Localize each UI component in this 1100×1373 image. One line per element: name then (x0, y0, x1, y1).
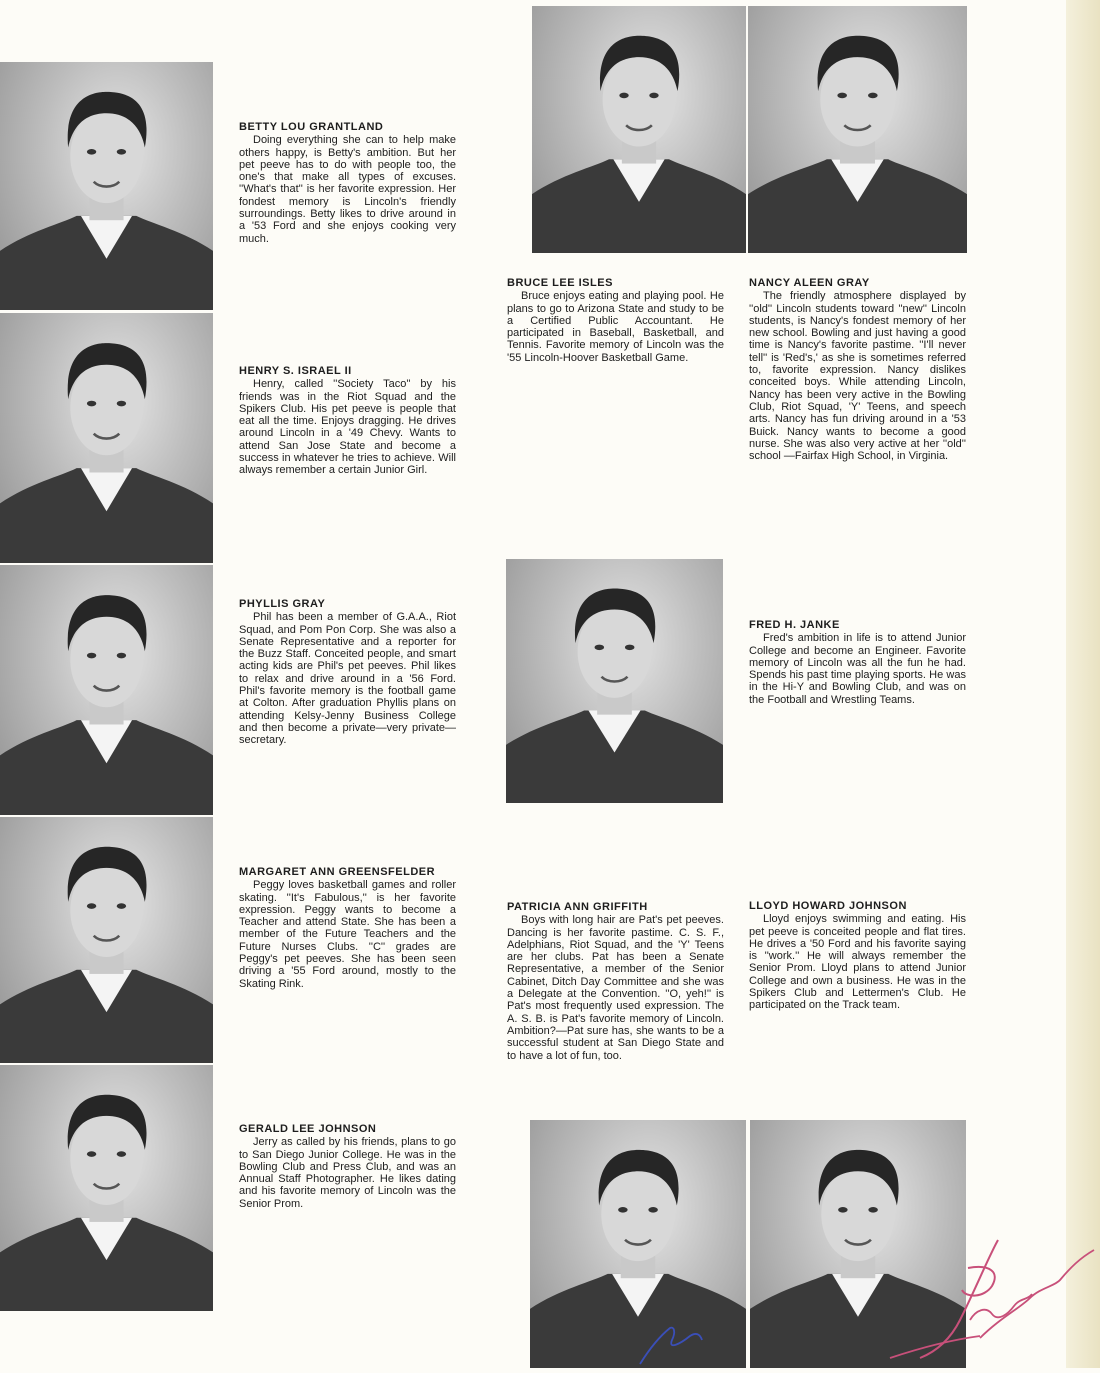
photo-fred-janke (506, 559, 723, 803)
photo-henry-israel (0, 313, 213, 563)
portrait-figure-icon (748, 6, 967, 253)
photo-bruce-isles (532, 6, 746, 253)
student-name: BETTY LOU GRANTLAND (239, 121, 384, 133)
student-name: BRUCE LEE ISLES (507, 277, 613, 289)
portrait-figure-icon (0, 565, 213, 815)
bio-henry-israel (239, 365, 456, 477)
bio-bruce-isles (507, 277, 724, 364)
student-bio: Jerry as called by his friends, plans to go to San Diego Junior College. He was in the Bowling Club and Press Club, and was an Annual Staff Photographer. He likes dating and his favorite memory of Lincoln was the Senior Prom. (239, 1136, 456, 1210)
portrait-figure-icon (0, 313, 213, 563)
photo-gerald-johnson (0, 1065, 213, 1311)
student-bio: Bruce enjoys eating and playing pool. He plans to go to Arizona State and study to be a Certified Public Accountant. He participated in Baseball, Basketball, and Tennis. Favorite memory of Lincoln was the '55 Lincoln-Hoover Basketball Game. (507, 290, 724, 364)
photo-nancy-gray (748, 6, 967, 253)
bio-gerald-johnson (239, 1123, 456, 1210)
student-name: LLOYD HOWARD JOHNSON (749, 900, 907, 912)
page-edge (1066, 0, 1100, 1368)
student-name: PHYLLIS GRAY (239, 598, 326, 610)
student-bio: Phil has been a member of G.A.A., Riot Squad, and Pom Pon Corp. She was also a Senate Representative and a reporter for the Buzz Staff. Conceited people, and smart acting kids are Phil's pet peeves. Phil likes to relax and drive around in a '56 Ford. Phil's favorite memory is the football game at Colton. After graduation Phyllis plans on attending Kelsy-Jenny Business College and then become a private—very private—secretary. (239, 611, 456, 747)
student-name: NANCY ALEEN GRAY (749, 277, 870, 289)
student-name: MARGARET ANN GREENSFELDER (239, 866, 436, 878)
portrait-figure-icon (532, 6, 746, 253)
bio-phyllis-gray (239, 598, 456, 747)
bio-margaret-greensfelder (239, 866, 456, 990)
student-bio: Boys with long hair are Pat's pet peeves. Dancing is her favorite pastime. C. S. F., Adelphians, Riot Squad, and the 'Y' Teens are her clubs. Pat has been a Senate Representative, a member of the Senior Cabinet, Ditch Day Committee and she was a Delegate at the Convention. ''O, yeh!'' is Pat's most frequently used expression. The A. S. B. is Pat's favorite memory of Lincoln. Ambition?—Pat sure has, she wants to be a successful student at San Diego State and to have a lot of fun, too. (507, 914, 724, 1062)
portrait-figure-icon (506, 559, 723, 803)
portrait-figure-icon (0, 817, 213, 1063)
photo-margaret-greensfelder (0, 817, 213, 1063)
student-name: FRED H. JANKE (749, 619, 840, 631)
photo-phyllis-gray (0, 565, 213, 815)
bio-lloyd-johnson (749, 900, 966, 1012)
student-bio: The friendly atmosphere displayed by ''old'' Lincoln students toward ''new'' Lincoln students, is Nancy's fondest memory of her new school. Bowling and just having a good time is Nancy's favorite pastime. ''I'll never tell'' is 'Red's,' as she is sometimes referred to, favorite expression. Nancy dislikes conceited boys. While attending Lincoln, Nancy has been very active in the Bowling Club, Riot Squad, 'Y' Teens, and speech arts. Nancy has fun driving around in a '53 Buick. Nancy wants to become a good nurse. She was also very active at her ''old'' school —Fairfax High School, in Virginia. (749, 290, 966, 463)
student-bio: Henry, called ''Society Taco'' by his friends was in the Riot Squad and the Spikers Club. His pet peeve is people that eat all the time. Enjoys dragging. He drives around Lincoln in a '49 Chevy. Wants to attend San Jose State and become a success in whatever he tries to achieve. Will always remember a certain Junior Girl. (239, 378, 456, 477)
student-name: GERALD LEE JOHNSON (239, 1123, 377, 1135)
bio-fred-janke (749, 619, 966, 706)
portrait-figure-icon (0, 1065, 213, 1311)
student-bio: Peggy loves basketball games and roller skating. ''It's Fabulous,'' is her favorite expression. Peggy wants to become a Teacher and attend State. She has been a member of the Future Teachers and the Future Nurses Clubs. ''C'' grades are Peggy's pet peeves. She has been seen driving a '55 Ford around, mostly to the Skating Rink. (239, 879, 456, 990)
handwritten-signature (880, 1228, 1100, 1368)
student-bio: Lloyd enjoys swimming and eating. His pet peeve is conceited people and flat tires. He drives a '50 Ford and his favorite saying is ''work.'' He will always remember the Senior Prom. Lloyd plans to attend Junior College and own a business. He was in the Spikers Club and Lettermen's Club. He participated on the Track team. (749, 913, 966, 1012)
blue-ink-mark (630, 1318, 720, 1368)
student-name: HENRY S. ISRAEL II (239, 365, 352, 377)
bio-betty-lou-grantland (239, 121, 456, 245)
student-name: PATRICIA ANN GRIFFITH (507, 901, 648, 913)
student-bio: Fred's ambition in life is to attend Junior College and become an Engineer. Favorite memory of Lincoln was all the fun he had. Spends his past time playing sports. He was in the Hi-Y and Bowling Club, and was on the Football and Wrestling Teams. (749, 632, 966, 706)
portrait-figure-icon (0, 62, 213, 310)
signature-ink-icon (880, 1228, 1100, 1368)
ink-scribble-icon (630, 1318, 720, 1368)
bio-nancy-gray (749, 277, 966, 462)
student-bio: Doing everything she can to help make others happy, is Betty's ambition. But her pet peeve has to do with people too, the one's that make all types of excuses. ''What's that'' is her favorite expression. Her fondest memory is Lincoln's friendly surroundings. Betty likes to drive around in a '53 Ford and she enjoys cooking very much. (239, 134, 456, 245)
photo-betty-lou-grantland (0, 62, 213, 310)
bio-patricia-griffith (507, 901, 724, 1062)
